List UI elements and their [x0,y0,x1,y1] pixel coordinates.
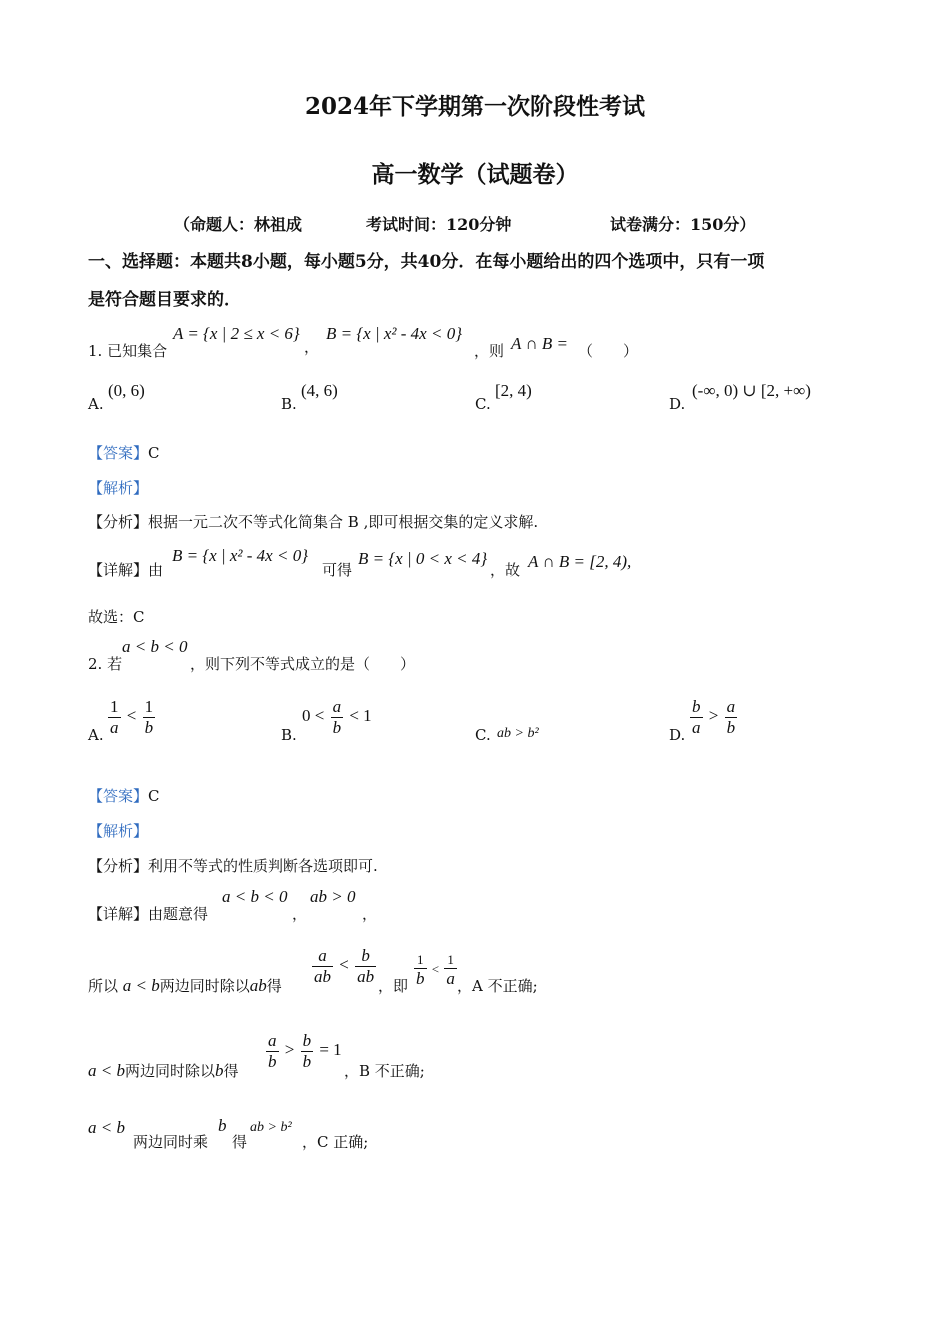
q2-line-b-b: b [215,1061,224,1080]
q1-option-d-value: (-∞, 0) ∪ [2, +∞) [692,381,811,400]
q1-comma: ， [304,338,320,356]
q2-xj-ab-positive: ab > 0 [310,887,356,906]
q1-xj-set-b2: B = {x | 0 < x < 4} [358,549,488,568]
q1-conclusion: 故选：C [88,608,145,626]
q2-option-b-value: 0 < $\frac{a}{b}$ < 1 [302,697,372,737]
q1-analysis-tag: 【解析】 [88,479,149,497]
q1-option-c-label: C. [475,395,491,413]
q2-answer [88,785,160,806]
q1-expr: A ∩ B = [511,334,568,353]
q2-line-c-mid: 两边同时乘 [133,1133,209,1151]
q2-line-c-cond: a < b [88,1118,125,1137]
q2-xiangjie-lead: 由题意得 [148,905,209,923]
q1-xj-result: A ∩ B = [2, 4), [528,552,632,571]
q1-option-a-label: A. [88,395,104,413]
q1-answer [88,442,160,463]
q1-lead: 1. 已知集合 [88,342,168,360]
q2-line-a-fracs: $\frac{a}{ab}$ < $\frac{b}{ab}$ [314,946,375,986]
q2-line-b-mid: 两边同时除以 [124,1062,215,1080]
q2-condition: a < b < 0 [122,637,188,656]
q2-line-b-end: ，B 不正确; [344,1062,425,1080]
q2-line-a-end: ，A 不正确; [457,977,538,995]
q2-xiangjie-tag: 【详解】 [88,905,149,923]
q2-xj-comma1: ， [292,905,308,923]
q1-xj-gu: ，故 [490,561,521,579]
q2-line-c-end: ，C 正确; [302,1133,369,1151]
q1-set-a: A = {x | 2 ≤ x < 6} [173,324,300,343]
page-subtitle: 高一数学（试题卷） [371,161,579,188]
q2-fenxi-tag: 【分析】 [88,857,149,875]
q2-option-a-value: $\frac{1}{a}$ < $\frac{1}{b}$ [110,697,154,737]
q2-option-d-value: $\frac{b}{a}$ > $\frac{a}{b}$ [692,697,736,737]
q1-paren: （ ） [578,342,639,360]
q1-answer-tag: 【答案】 [88,444,149,462]
q2-option-d-label: D. [669,726,686,744]
q1-fenxi [88,511,538,532]
q2-line-c-get: 得 [232,1133,248,1151]
q1-then: ，则 [474,342,505,360]
q2-line-b-get: 得 [223,1062,239,1080]
section-heading-line2: 是符合题目要求的． [88,290,241,310]
page-title: 2024年下学期第一次阶段性考试 [304,93,645,120]
q1-set-b: B = {x | x² - 4x < 0} [326,324,462,343]
q2-fenxi-text: 利用不等式的性质判断各选项即可. [148,857,378,875]
time-info: 考试时间：120分钟 [366,215,512,234]
q1-option-b-value: (4, 6) [301,381,338,400]
q2-option-c-label: C. [475,726,491,744]
q1-option-c-value: [2, 4) [495,381,532,400]
q1-fenxi-tag: 【分析】 [88,513,149,531]
author-info: （命题人：林祖成 [174,215,303,234]
q1-xiangjie-lead: 由 [148,561,164,579]
q2-line-a-cond: a < b [122,976,160,995]
q2-xj-condition: a < b < 0 [222,887,288,906]
q2-line-b [88,1060,239,1081]
q2-line-a-mid: 两边同时除以 [159,977,250,995]
section-heading-line1: 一、选择题：本题共8小题，每小题5分，共40分．在每小题给出的四个选项中，只有一项 [88,252,765,272]
q2-line-a-then: ，即 [378,977,409,995]
q2-line-c-b: b [218,1116,227,1135]
q2-xj-comma2: ， [362,905,378,923]
q2-line-c-result: ab > b² [250,1120,292,1135]
q1-fenxi-text: 根据一元二次不等式化简集合 B ,即可根据交集的定义求解. [148,513,539,531]
q1-xj-kede: 可得 [322,561,353,579]
q2-analysis-tag: 【解析】 [88,822,149,840]
q1-xj-set-b: B = {x | x² - 4x < 0} [172,546,308,565]
q2-option-b-label: B. [281,726,297,744]
q1-option-d-label: D. [669,395,686,413]
q2-line-b-fracs: $\frac{a}{b}$ > $\frac{b}{b}$ = 1 [268,1031,342,1071]
score-info: 试卷满分：150分） [610,215,756,234]
q2-option-a-label: A. [88,726,104,744]
q2-option-c-value: ab > b² [497,726,539,741]
q2-question-tail: ，则下列不等式成立的是（ ） [190,655,416,673]
q2-line-a-result: $\frac{1}{b}$ < $\frac{1}{a}$ [416,952,455,988]
q1-xiangjie-tag: 【详解】 [88,561,149,579]
q2-lead: 2. 若 [88,655,123,673]
q1-answer-value: C [148,444,160,462]
q2-line-a [88,975,282,996]
q1-option-a-value: (0, 6) [108,381,145,400]
q1-option-b-label: B. [281,395,297,413]
q2-answer-value: C [148,787,160,805]
q2-line-a-ab: ab [249,976,267,995]
q1-xiangjie [88,559,163,580]
q2-fenxi [88,855,378,876]
q2-answer-tag: 【答案】 [88,787,149,805]
q2-line-b-cond: a < b [88,1061,125,1080]
q2-xiangjie [88,903,208,924]
q2-line-a-pre: 所以 [88,977,119,995]
q2-line-a-get: 得 [266,977,282,995]
